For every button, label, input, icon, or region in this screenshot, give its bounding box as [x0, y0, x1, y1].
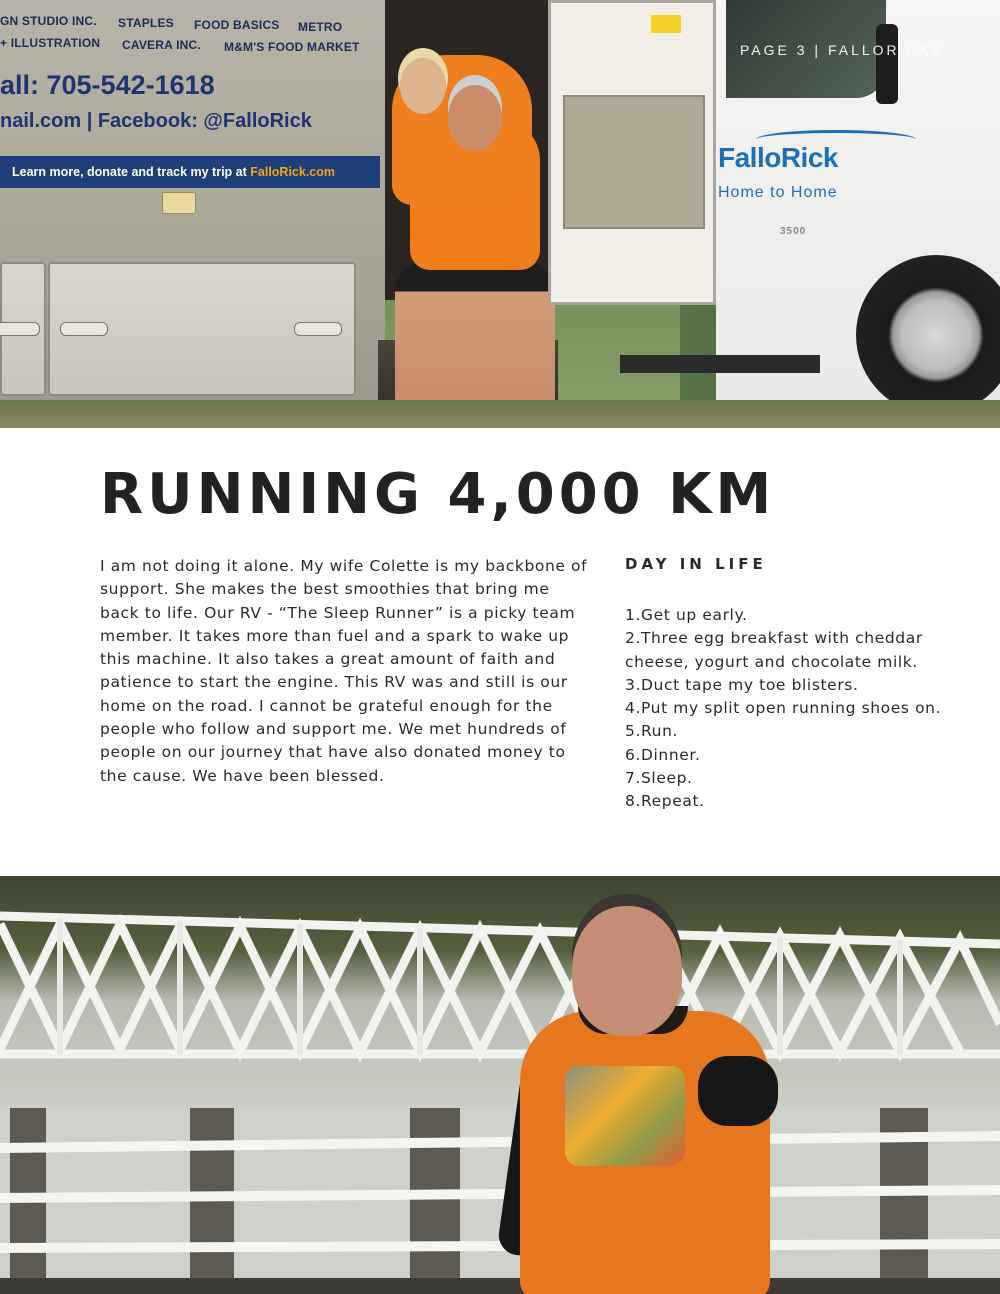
list-item: 5.Run.	[625, 722, 679, 741]
sponsor-name: STAPLES	[118, 16, 174, 30]
rv-social-line: nail.com | Facebook: @FalloRick	[0, 110, 312, 132]
sponsor-name: CAVERA INC.	[122, 38, 201, 52]
banner-text: Learn more, donate and track my trip at	[12, 165, 251, 179]
compartment-handle	[60, 322, 108, 336]
article-body: I am not doing it alone. My wife Colette is my backbone of support. She makes the best smoothies that bring me back to life. Our RV - “The Sleep Runner” is a picky team member. It takes more than fuel and a spark to wake up this machine. It also takes a great amount of faith and patience to start the engine. This RV was and still is our home on the road. I cannot be grateful enough for the people who follow and support me. We met hundreds of people on our journey that have also donated money to the cause. We have been blessed.	[100, 557, 588, 785]
day-in-life-list	[625, 604, 990, 814]
sponsor-name: M&M'S FOOD MARKET	[224, 40, 360, 54]
door-sticker	[651, 15, 681, 33]
rv-phone-number: all: 705-542-1618	[0, 70, 215, 100]
sponsor-name: GN STUDIO INC.	[0, 14, 97, 28]
rv-side-panel	[0, 0, 385, 404]
runner-right-arm	[698, 1056, 778, 1126]
list-item: 2.Three egg breakfast with cheddar cheese, yogurt and chocolate milk.	[625, 629, 923, 671]
runner-photo	[0, 876, 1000, 1294]
door-window	[563, 95, 705, 229]
list-item: 1.Get up early.	[625, 606, 748, 624]
rv-compartment-door	[0, 262, 46, 396]
shirt-graphic	[565, 1066, 685, 1166]
front-wheel	[856, 255, 1000, 415]
rv-open-door	[548, 0, 716, 305]
banner-link-text: FalloRick.com	[250, 165, 336, 179]
sponsor-name: + ILLUSTRATION	[0, 36, 101, 50]
woman-head	[400, 58, 446, 114]
rv-photo	[0, 0, 1000, 428]
running-board	[620, 355, 820, 373]
list-item: 4.Put my split open running shoes on.	[625, 699, 942, 718]
rv-latch	[162, 192, 196, 214]
logo-subtitle: Home to Home	[718, 184, 838, 201]
list-item: 3.Duct tape my toe blisters.	[625, 675, 859, 694]
page-number-header: PAGE 3 | FALLORICKS	[740, 42, 945, 58]
man-head	[448, 85, 502, 151]
sponsor-name: METRO	[298, 20, 343, 34]
compartment-handle	[294, 322, 342, 336]
side-mirror	[876, 24, 898, 104]
list-item: 6.Dinner.	[625, 745, 701, 764]
bridge-railing	[0, 1108, 1000, 1294]
list-item: 8.Repeat.	[625, 792, 705, 811]
runner-head	[572, 906, 682, 1036]
list-item: 7.Sleep.	[625, 769, 693, 788]
sponsor-list	[0, 8, 370, 62]
compartment-handle	[0, 322, 40, 336]
rv-compartment-door	[48, 262, 356, 396]
fallorick-logo: FalloRick	[718, 142, 838, 173]
bridge-truss	[0, 904, 1000, 1064]
article-title: RUNNING 4,000 KM	[100, 462, 776, 527]
rv-donate-banner	[0, 156, 380, 188]
ground	[0, 400, 1000, 428]
model-badge: 3500	[780, 226, 807, 237]
sponsor-name: FOOD BASICS	[194, 18, 280, 32]
day-in-life-heading: DAY IN LIFE	[625, 555, 767, 573]
